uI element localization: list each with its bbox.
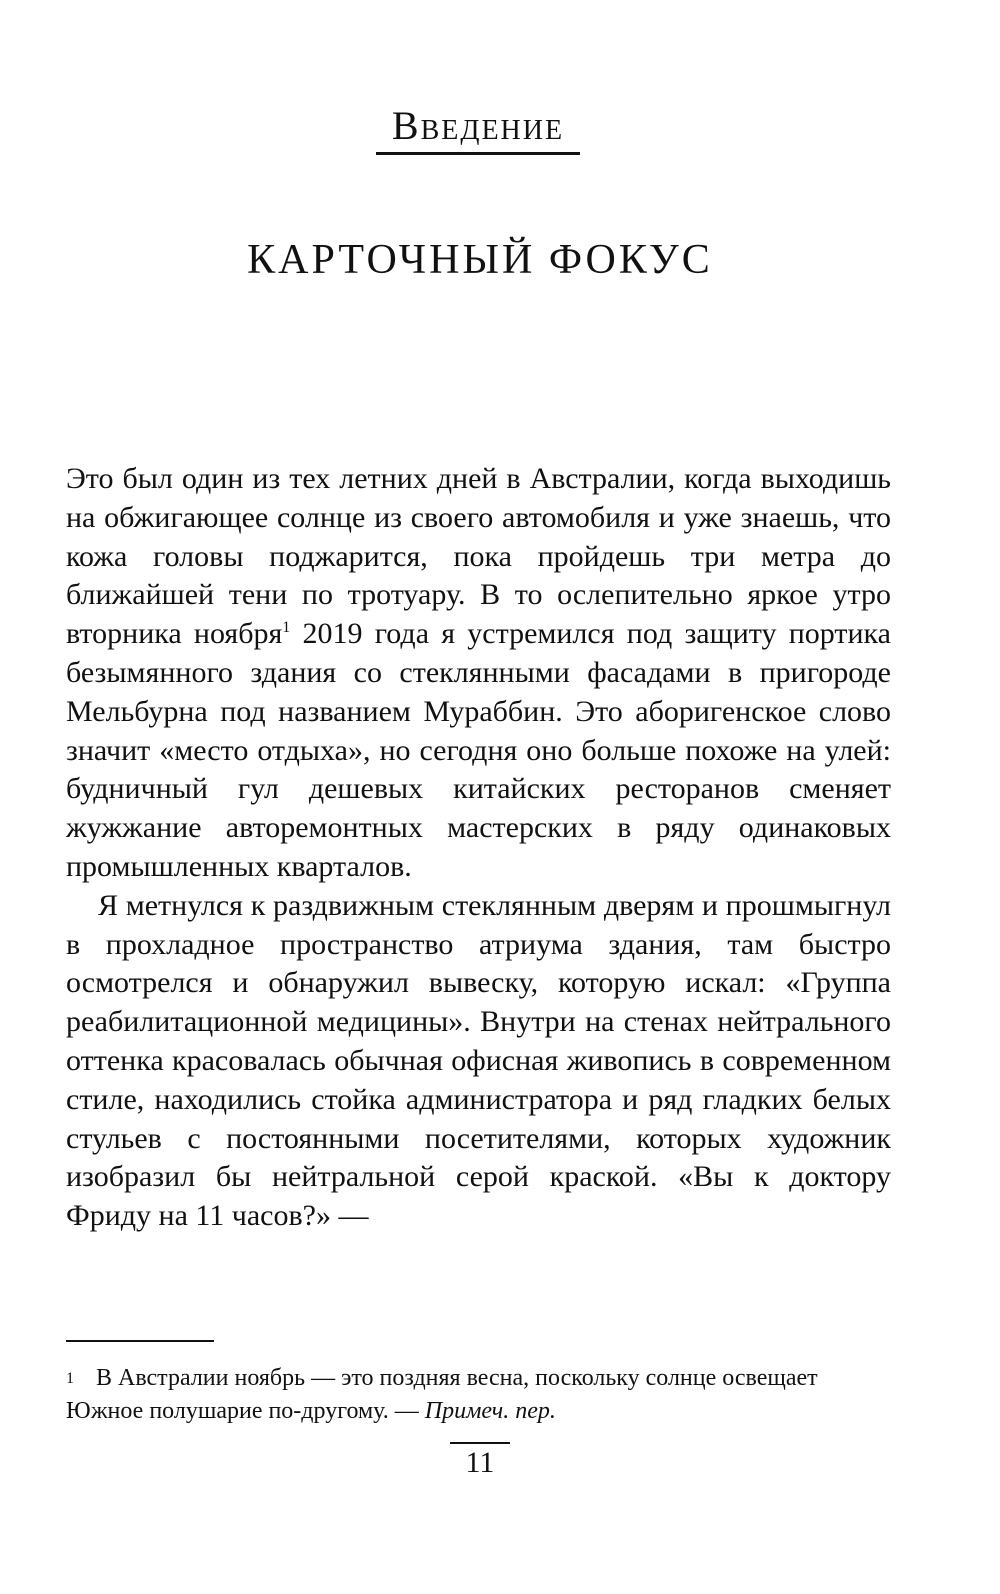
footnote-text: В Австралии ноябрь — это поздняя весна, поскольку солнце освещает Южное полушарие по-другому. — xyxy=(66,1365,818,1424)
footnote-divider xyxy=(66,1340,214,1342)
page-number: 11 xyxy=(450,1442,510,1480)
footnote xyxy=(66,1362,891,1428)
section-underline xyxy=(376,152,580,155)
body-text xyxy=(66,460,891,1236)
paragraph-2: Я метнулся к раздвижным стеклянным дверям и прошмыгнул в прохладное пространство атриума здания, там быстро осмотрелся и обнаружил вывеску, которую искал: «Группа реабилитационной медицины». Внутри на стенах нейтрального оттенка красовалась обычная офисная живопись в современном стиле, находились стойка администратора и ряд гладких белых стульев с постоянными посетителями, которых художник изобразил бы нейтральной серой краской. «Вы к доктору Фриду на 11 часов?» — xyxy=(66,888,891,1233)
section-label: Введение xyxy=(391,103,565,148)
footnote-credit: Примеч. пер. xyxy=(424,1398,556,1424)
footnote-mark: 1 xyxy=(66,1370,74,1387)
paragraph-1-part-1: Это был один из тех летних дней в Австралии, когда выходишь на обжигающее солнце из своего автомобиля и уже знаешь, что кожа головы поджарится, пока пройдешь три метра до ближайшей тени по тротуару. В то ослепительно яркое утро вторника ноября xyxy=(66,462,891,651)
paragraph-1 xyxy=(66,460,891,887)
paragraph-1-part-2: 2019 года я устремился под защиту портика безымянного здания со стеклянными фасадами в пригороде Мельбурна под названием Мураббин. Это аборигенское слово значит «место отдыха», но сегодня оно больше похоже на улей: будничный гул дешевых китайских ресторанов сменяет жужжание авторемонтных мастерских в ряду одинаковых промышленных кварталов. xyxy=(66,617,891,883)
chapter-title: КАРТОЧНЫЙ ФОКУС xyxy=(247,237,713,283)
footnote-reference: 1 xyxy=(282,619,291,637)
